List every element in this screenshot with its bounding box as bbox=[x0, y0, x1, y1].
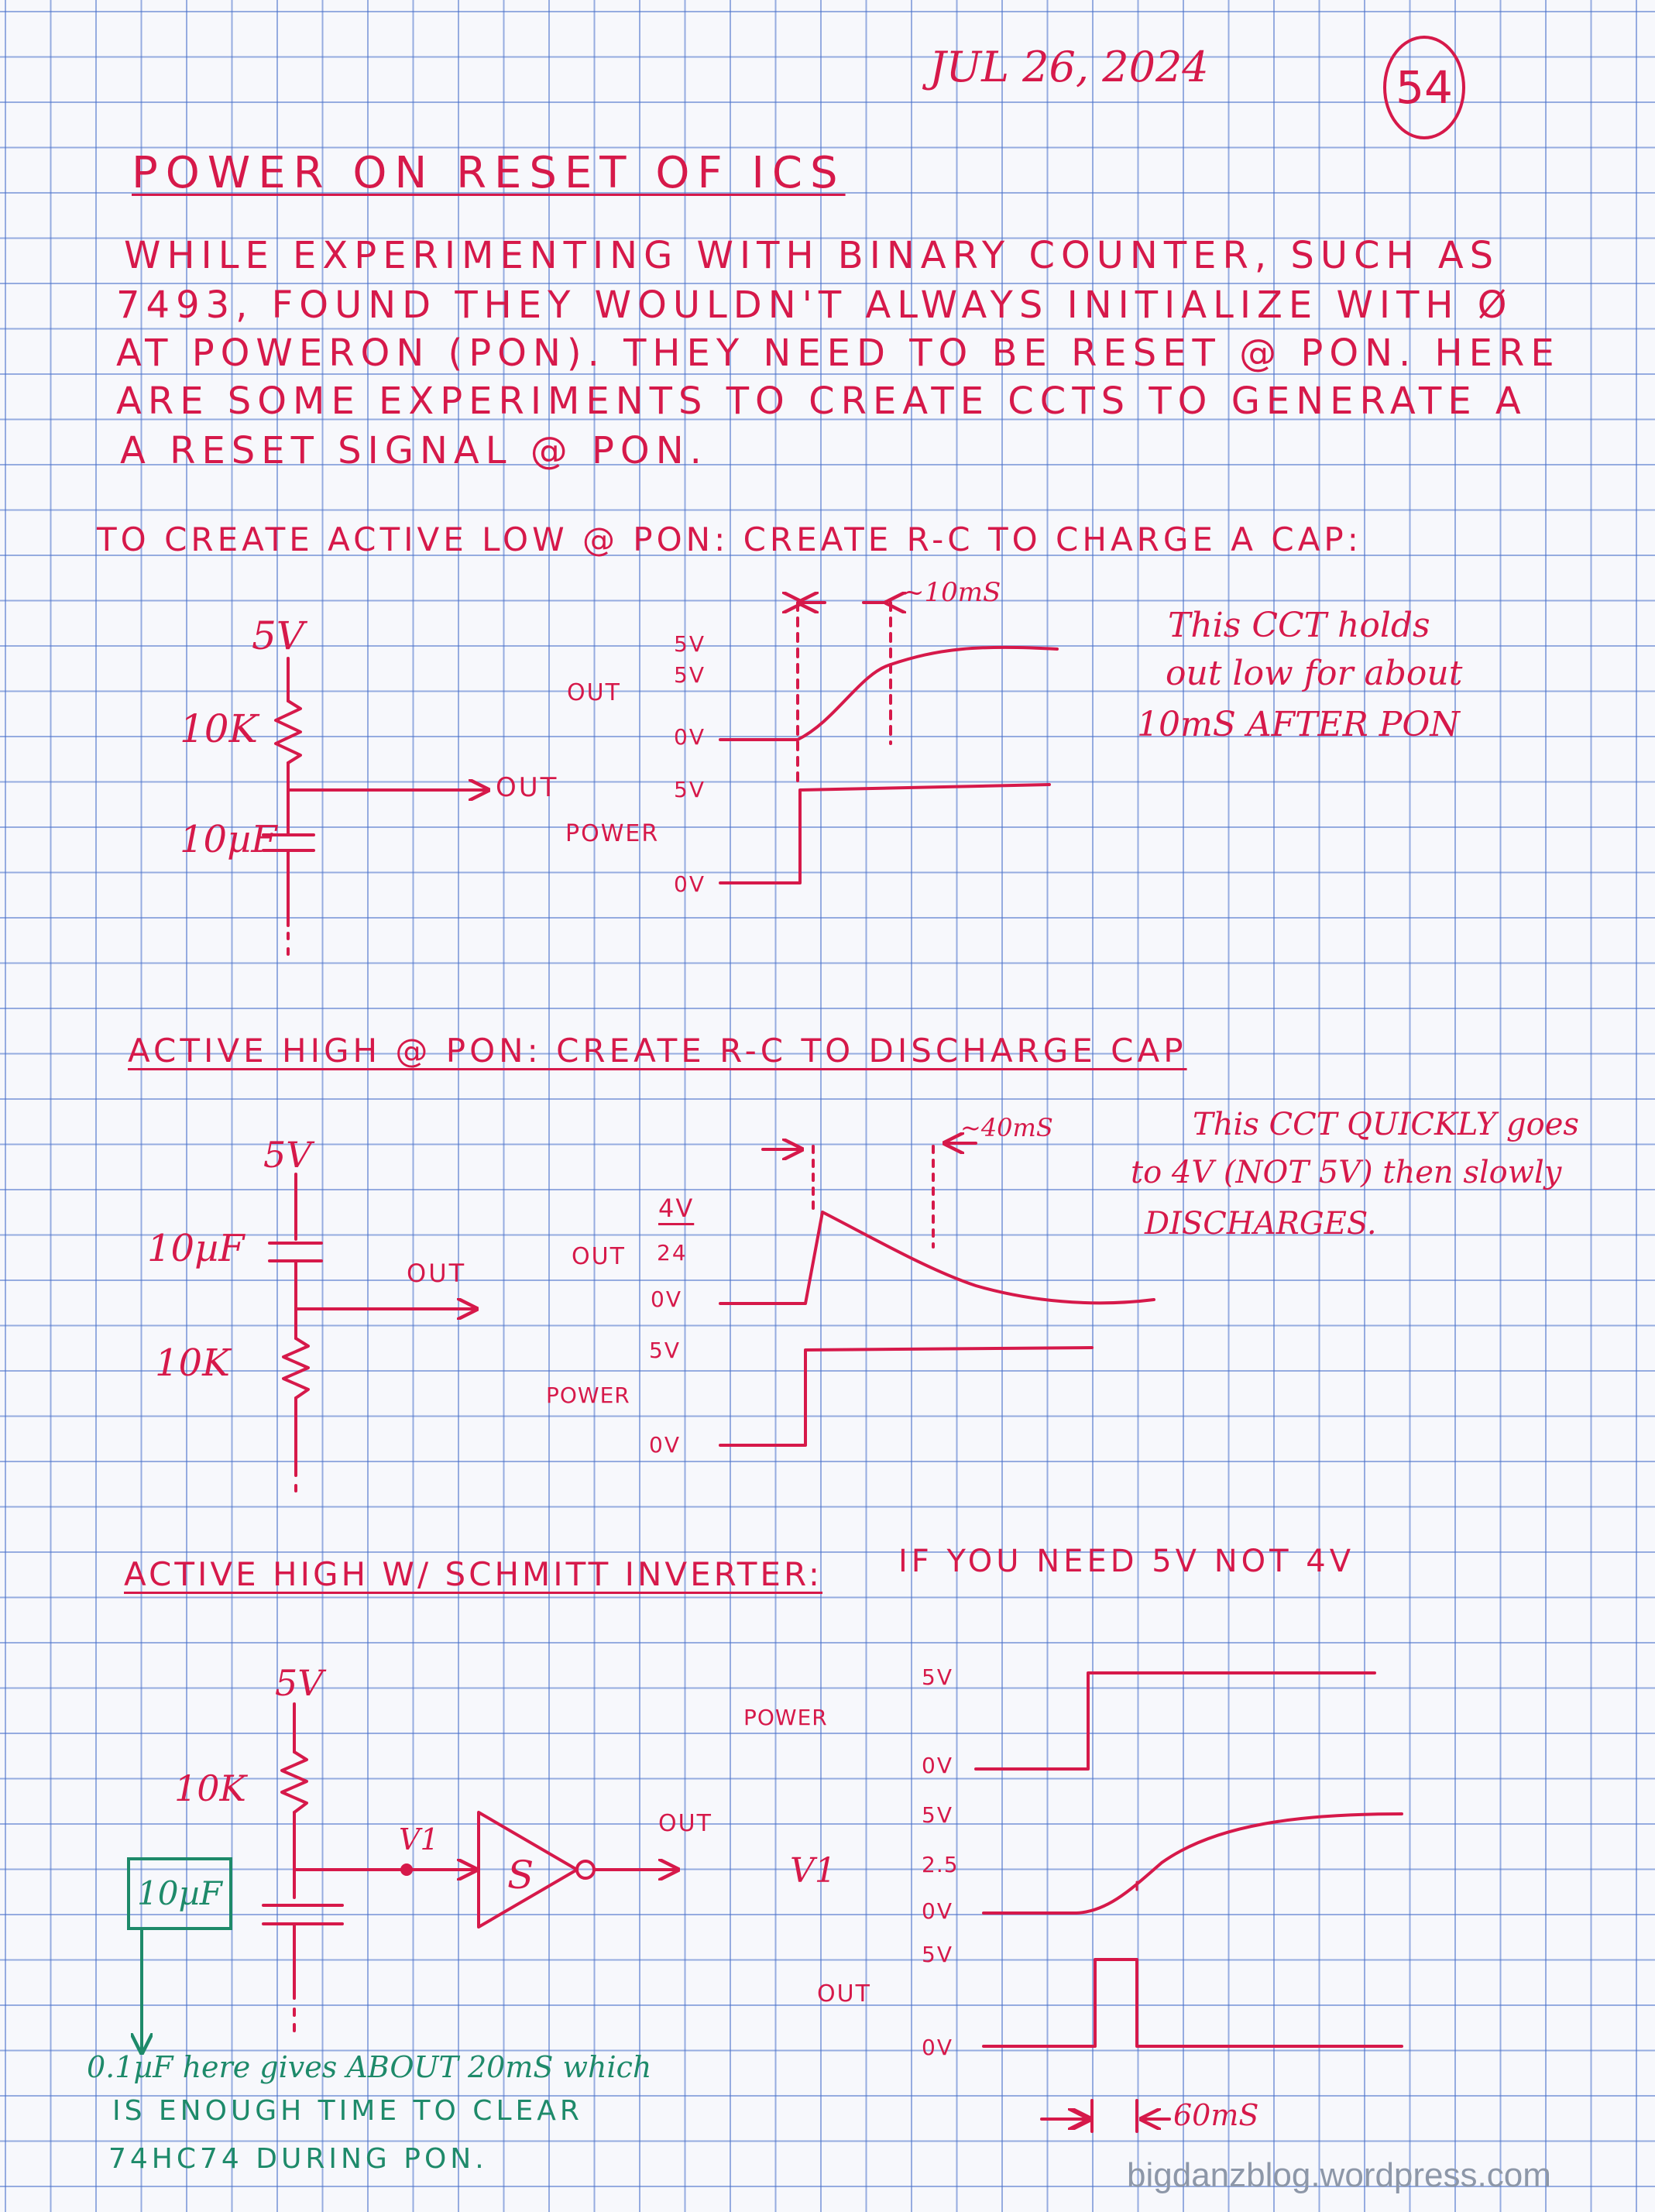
section3-level-5v-v1: 5V bbox=[922, 1802, 953, 1828]
section3-schematic bbox=[142, 1704, 678, 2052]
section3-level-5v-power: 5V bbox=[922, 1664, 953, 1690]
section3-out-arrow-label: OUT bbox=[658, 1810, 712, 1837]
green-note-line-3: 74HC74 DURING PON. bbox=[108, 2143, 488, 2175]
schmitt-gate-symbol: S bbox=[507, 1853, 534, 1898]
section3-supply-label: 5V bbox=[275, 1662, 324, 1704]
section1-wave-power-label: POWER bbox=[565, 820, 660, 847]
section3-resistor-label: 10K bbox=[174, 1767, 246, 1809]
section1-level-0v-power: 0V bbox=[674, 871, 706, 897]
section2-note-line-1: This CCT QUICKLY goes bbox=[1193, 1107, 1579, 1142]
section1-level-0v-out: 0V bbox=[674, 724, 706, 750]
section1-level-5v-b: 5V bbox=[674, 662, 706, 688]
section1-note-line-3: 10mS AFTER PON bbox=[1137, 705, 1460, 744]
section2-level-5v-power: 5V bbox=[649, 1338, 681, 1363]
section1-capacitor-label: 10µF bbox=[180, 818, 277, 861]
section2-timing-label: ~40mS bbox=[960, 1113, 1053, 1142]
section3-waveforms bbox=[976, 1673, 1402, 2131]
section2-level-0v-out: 0V bbox=[651, 1286, 682, 1312]
date: JUL 26, 2024 bbox=[929, 43, 1209, 91]
intro-line-1: WHILE EXPERIMENTING WITH BINARY COUNTER, SUCH AS bbox=[124, 234, 1500, 277]
section1-supply-label: 5V bbox=[252, 613, 304, 658]
page-title: POWER ON RESET OF ICS bbox=[132, 148, 846, 198]
section2-out-arrow-label: OUT bbox=[407, 1259, 467, 1288]
section3-wave-v1-label: V1 bbox=[790, 1851, 836, 1891]
section3-capacitor-label: 10µF bbox=[137, 1874, 222, 1912]
intro-line-5: A RESET SIGNAL @ PON. bbox=[120, 429, 708, 472]
page-number: 54 bbox=[1383, 36, 1465, 139]
section3-heading-note: IF YOU NEED 5V NOT 4V bbox=[898, 1544, 1355, 1579]
section1-out-arrow-label: OUT bbox=[496, 772, 559, 803]
section2-power-waveform bbox=[720, 1348, 1092, 1445]
section1-heading: TO CREATE ACTIVE LOW @ PON: CREATE R-C TO CHARGE A CAP: bbox=[97, 520, 1362, 558]
section2-heading: ACTIVE HIGH @ PON: CREATE R-C TO DISCHARGE CAP bbox=[128, 1032, 1187, 1070]
section2-note-line-2: to 4V (NOT 5V) then slowly bbox=[1131, 1155, 1562, 1190]
section3-out-waveform bbox=[984, 1960, 1402, 2046]
section1-power-waveform bbox=[720, 785, 1049, 883]
section1-note-line-2: out low for about bbox=[1166, 654, 1463, 693]
section2-resistor-symbol bbox=[283, 1338, 308, 1398]
section1-level-5v-power: 5V bbox=[674, 777, 706, 802]
section3-level-0v-out: 0V bbox=[922, 2035, 953, 2060]
schmitt-inverter-triangle bbox=[479, 1812, 577, 1927]
green-note-line-2: IS ENOUGH TIME TO CLEAR bbox=[112, 2095, 583, 2127]
green-note-line-1: 0.1µF here gives ABOUT 20mS which bbox=[87, 2050, 652, 2084]
section3-level-0v-v1: 0V bbox=[922, 1898, 953, 1924]
section3-resistor-symbol bbox=[282, 1752, 307, 1812]
section1-level-5v-a: 5V bbox=[674, 631, 706, 657]
section3-wave-power-label: POWER bbox=[743, 1705, 828, 1730]
section3-level-5v-out: 5V bbox=[922, 1942, 953, 1967]
section2-schematic bbox=[270, 1174, 476, 1491]
section3-level-0v-power: 0V bbox=[922, 1753, 953, 1778]
section1-wave-out-label: OUT bbox=[567, 679, 621, 706]
section3-wave-out-label: OUT bbox=[817, 1980, 871, 2008]
section2-wave-power-label: POWER bbox=[546, 1382, 630, 1408]
section2-note-line-3: DISCHARGES. bbox=[1145, 1206, 1377, 1242]
section3-power-waveform bbox=[976, 1673, 1375, 1769]
section2-level-0v-power: 0V bbox=[649, 1432, 681, 1458]
section2-supply-label: 5V bbox=[263, 1134, 312, 1176]
intro-line-3: AT POWERON (PON). THEY NEED TO BE RESET @ PON. HERE bbox=[116, 331, 1561, 375]
section3-heading: ACTIVE HIGH W/ SCHMITT INVERTER: bbox=[124, 1555, 823, 1593]
section1-note-line-1: This CCT holds bbox=[1168, 606, 1430, 645]
section3-level-2-5-v1: 2.5 bbox=[922, 1852, 959, 1877]
section1-schematic bbox=[263, 658, 488, 954]
section2-level-24: 24 bbox=[657, 1240, 688, 1266]
intro-line-4: ARE SOME EXPERIMENTS TO CREATE CCTS TO GENERATE A bbox=[116, 380, 1527, 423]
section3-node-label: V1 bbox=[399, 1822, 439, 1856]
section2-waveforms bbox=[720, 1143, 1154, 1445]
section3-v1-waveform bbox=[984, 1814, 1402, 1913]
section1-waveforms bbox=[720, 603, 1057, 883]
section2-level-4v: 4V bbox=[658, 1194, 695, 1223]
section2-out-waveform bbox=[720, 1212, 1154, 1304]
watermark: bigdanzblog.wordpress.com bbox=[1127, 2156, 1551, 2194]
section3-timing-label: 60mS bbox=[1173, 2098, 1259, 2132]
section1-resistor-symbol bbox=[276, 701, 300, 763]
intro-line-2: 7493, FOUND THEY WOULDN'T ALWAYS INITIALIZE WITH Ø bbox=[116, 283, 1513, 327]
section1-resistor-label: 10K bbox=[180, 706, 258, 751]
section1-timing-label: ~10mS bbox=[902, 577, 1001, 608]
section2-wave-out-label: OUT bbox=[572, 1243, 626, 1270]
section2-resistor-label: 10K bbox=[155, 1341, 230, 1385]
inverter-bubble bbox=[577, 1861, 594, 1878]
section2-capacitor-label: 10µF bbox=[147, 1227, 245, 1270]
section1-out-waveform bbox=[720, 647, 1057, 740]
